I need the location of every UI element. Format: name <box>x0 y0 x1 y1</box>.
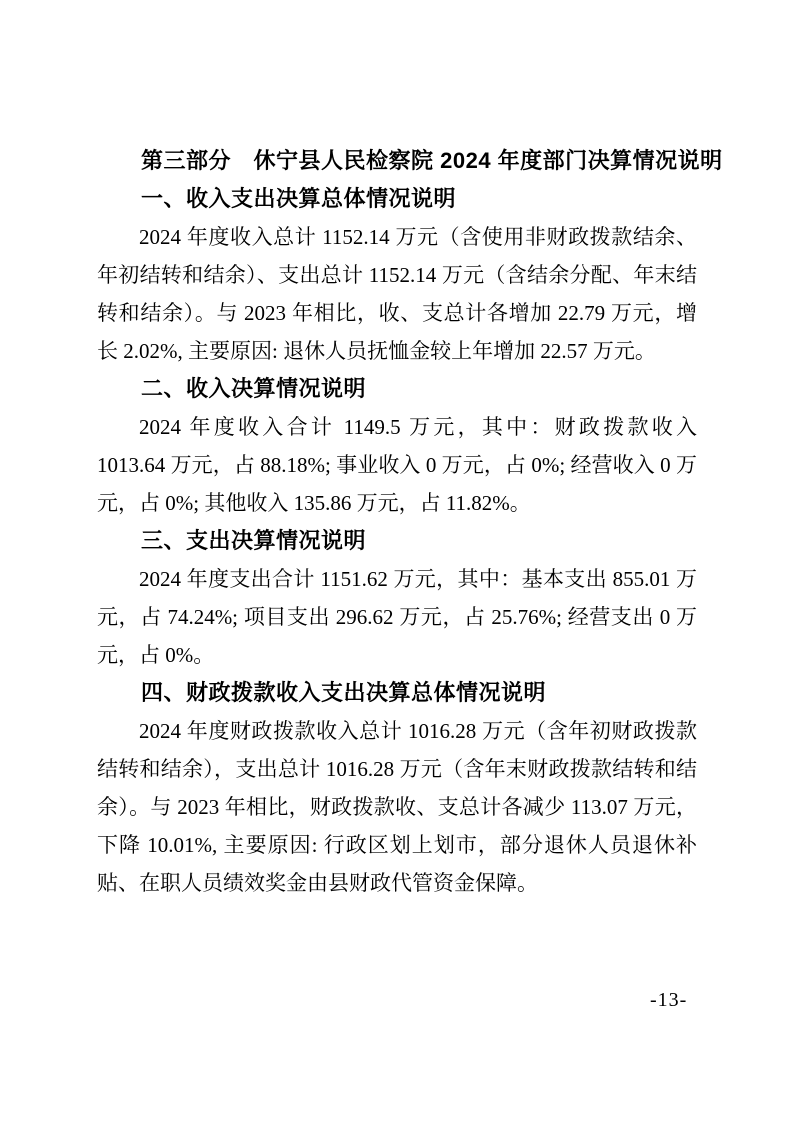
section-fiscal-appropriation-overview <box>97 674 697 902</box>
section-income-expenditure-overview <box>97 180 697 370</box>
section-paragraph-4: 2024 年度财政拨款收入总计 1016.28 万元（含年初财政拨款结转和结余），支出总计 1016.28 万元（含年末财政拨款结转和结余）。与 2023 年相比，财政拨款收、支总计各减少 113.07 万元，下降 10.01%, 主要原因: 行政区划上划市，部分退休人员退休补贴、在职人员绩效奖金由县财政代管资金保障。 <box>97 719 697 895</box>
section-heading-1: 一、收入支出决算总体情况说明 <box>141 186 457 211</box>
section-expenditure-details <box>97 522 697 674</box>
section-paragraph-2: 2024 年度收入合计 1149.5 万元，其中：财政拨款收入 1013.64 万元，占 88.18%; 事业收入 0 万元，占 0%; 经营收入 0 万元，占 0%; 其他收入 135.86 万元，占 11.82%。 <box>97 415 697 515</box>
document-page <box>97 142 723 902</box>
section-heading-2: 二、收入决算情况说明 <box>141 376 367 401</box>
page-number: -13- <box>650 989 688 1011</box>
document-title: 第三部分 休宁县人民检察院 2024 年度部门决算情况说明 <box>141 148 723 173</box>
section-paragraph-1: 2024 年度收入总计 1152.14 万元（含使用非财政拨款结余、年初结转和结余）、支出总计 1152.14 万元（含结余分配、年末结转和结余）。与 2023 年相比，收、支总计各增加 22.79 万元，增长 2.02%, 主要原因: 退休人员抚恤金较上年增加 22.57 万元。 <box>97 225 697 363</box>
section-heading-3: 三、支出决算情况说明 <box>141 528 367 553</box>
section-heading-4: 四、财政拨款收入支出决算总体情况说明 <box>141 680 547 705</box>
section-income-details <box>97 370 697 522</box>
section-paragraph-3: 2024 年度支出合计 1151.62 万元，其中：基本支出 855.01 万元，占 74.24%; 项目支出 296.62 万元，占 25.76%; 经营支出 0 万元，占 0%。 <box>97 567 697 667</box>
